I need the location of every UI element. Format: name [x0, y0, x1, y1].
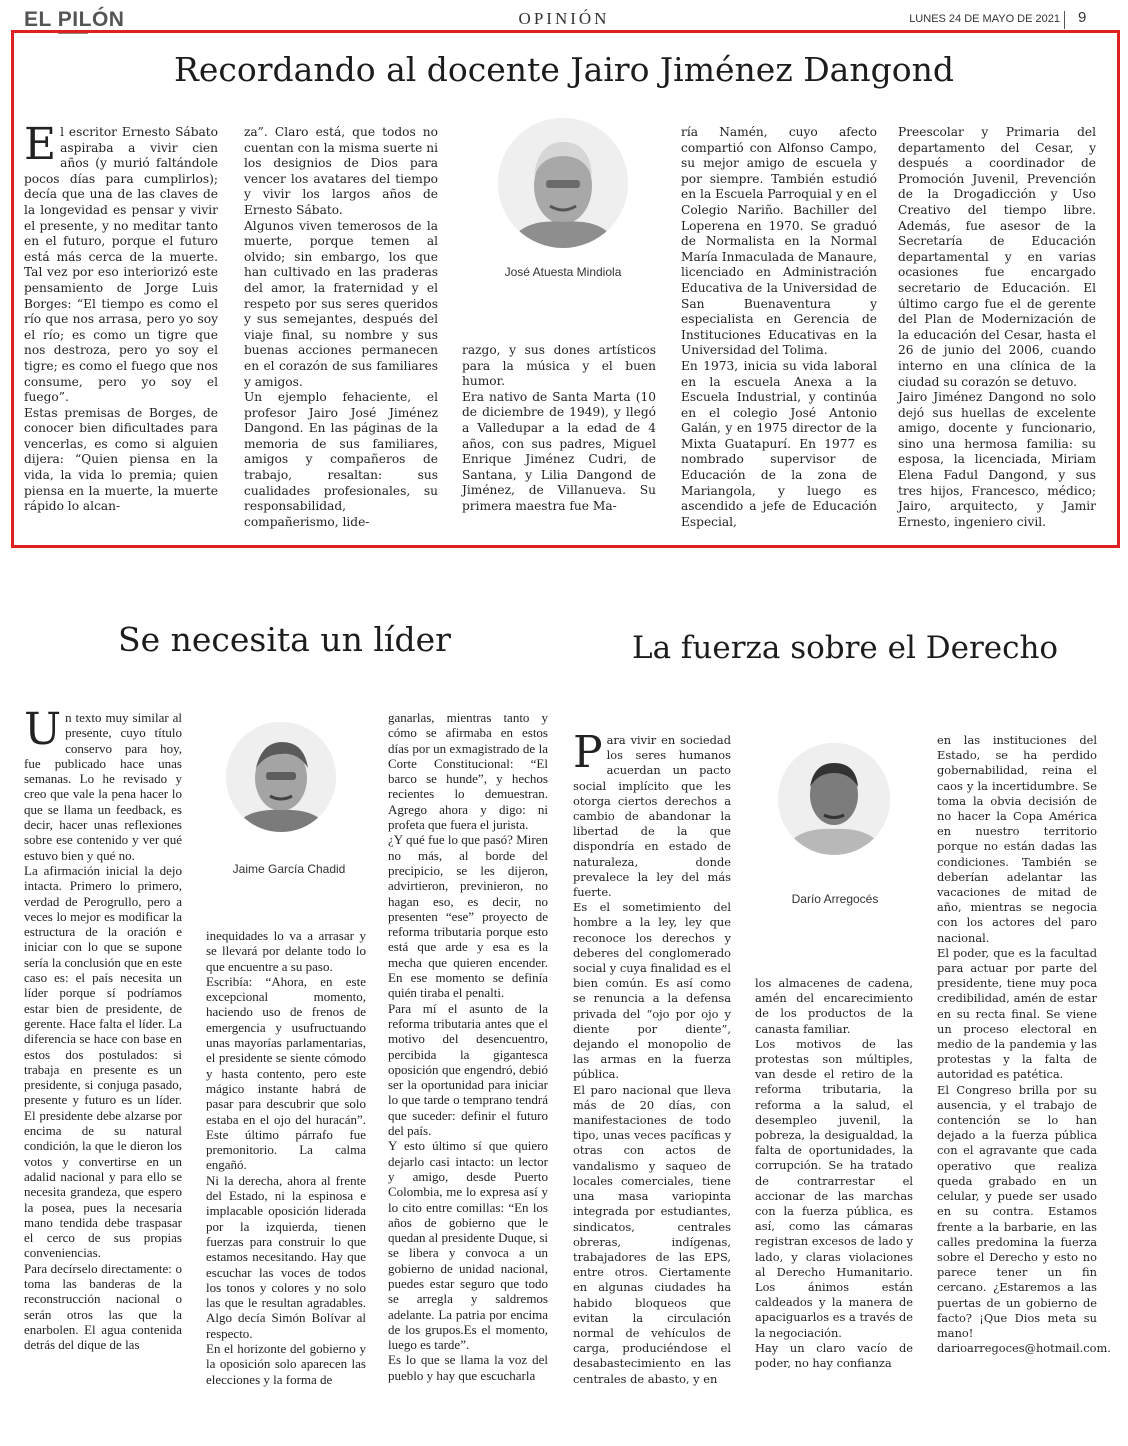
article1-paragraph: Era nativo de Santa Marta (10 de diciembre de 1949), y llegó a Valledupar a la edad de 4 años, con sus padres, Miguel Enrique Jiménez Cudri, de Santana, y Lilia Dangond de Jiménez, de Villanueva. Su primera maestra fue Ma- [462, 389, 656, 513]
article1-title: Recordando al docente Jairo Jiménez Dangond [174, 50, 954, 89]
author-photo [498, 118, 628, 248]
article3-paragraph: El poder, que es la facultad para actuar por parte del presidente, tiene muy poca credibilidad, amén de estar en su recta final. Se viene un proceso electoral en medio de la pandemia y las protestas y la falta de autoridad es patética. [937, 945, 1097, 1082]
page-number: 9 [1078, 9, 1087, 26]
article2-paragraph: n texto muy similar al presente, cuyo título conservo para hoy, fue publicado hace unas semanas. Lo he revisado y creo que vale la pena hacer lo que se llama un feedback, es decir, hacer unas reflexiones sobre ese contenido y ver qué estuvo bien y qué no. [24, 710, 182, 863]
article1-paragraph: za”. Claro está, que todos no cuentan con la misma suerte ni los designios de Dios para vencer los avatares del tiempo y vivir los largos años de Ernesto Sábato. [244, 125, 438, 217]
article2-paragraph: Para decírselo directamente: o toma las banderas de la reconstrucción nacional o serán otros las que la enarbolen. El agua contenida detrás del dique de las [24, 1260, 182, 1353]
article1-column-1 [24, 119, 218, 515]
portrait-image [778, 743, 890, 855]
article2-dropcap: U [24, 704, 62, 755]
header-separator [1064, 11, 1065, 29]
article1-dropcap: E [24, 119, 57, 170]
article2-column-2 [206, 928, 366, 1387]
article3-paragraph: El paro nacional que lleva más de 20 días, con manifestaciones de todo tipo, unas veces pacíficas y otras con actos de vandalismo y saqueo de locales comerciales, tiene una masa variopinta integrada por estudiantes, sindicatos, centrales obreras, indígenas, trabajadores de las EPS, entre otros. Ciertamente en algunas ciudades ha habido bloqueos que evitan la circulación normal de vehículos de carga, produciéndose el desabastecimiento en las centrales de abasto, y en [573, 1082, 731, 1386]
portrait-image [498, 118, 628, 248]
author-photo [778, 743, 890, 855]
article2-paragraph: inequidades lo va a arrasar y se llevará por delante todo lo que encuentre a su paso. [206, 928, 366, 974]
article1-paragraph: Jairo Jiménez Dangond no solo dejó sus huellas de excelente amigo, docente y funcionario, sino una hermosa familia: su esposa, la licenciada, Miriam Elena Fadul Dangond, y sus tres hijos, Francesco, médico; Jairo, arquitecto, y Jamir Ernesto, ingeniero civil. [898, 390, 1096, 529]
author-photo [226, 722, 336, 832]
article1-paragraph: Algunos viven temerosos de la muerte, porque temen al olvido; sin embargo, los que han cultivado en las praderas del amor, la fraternidad y el respeto por sus seres queridos y sus semejantes, después del viaje final, su nombre y sus buenas acciones permanecen en el corazón de sus familiares y amigos. [244, 218, 438, 389]
article3-paragraph: Hay un claro vacío de poder, no hay confianza [755, 1340, 913, 1371]
newspaper-logo: EL PILÓN [24, 8, 125, 31]
section-title: OPINIÓN [518, 9, 610, 28]
issue-date: LUNES 24 DE MAYO DE 2021 [909, 13, 1060, 25]
article2-paragraph: Para mí el asunto de la reforma tributaria antes que el motivo del desencuentro, percibida la gigantesca oposición que engendró, debió ser la oportunidad para iniciar lo que tarde o temprano tendrá que suceder: definir el futuro del país. [388, 1000, 548, 1139]
article2-column-1 [24, 704, 182, 1353]
article2-paragraph: ganarlas, mientras tanto y cómo se afirmaba en estos días por un exmagistrado de la Corte Constitucional: “El barco se hunde”, y hechos recientes lo demuestran. Agrego ahora y digo: ni profeta que fuera el jurista. [388, 710, 548, 833]
article2-paragraph: En el horizonte del gobierno y la oposición solo aparecen las elecciones y la forma de [206, 1341, 366, 1387]
portrait-image [226, 722, 336, 832]
article2-author: Jaime García Chadid [232, 862, 346, 876]
article3-column-2 [755, 976, 913, 1371]
article3-title: La fuerza sobre el Derecho [632, 630, 1059, 666]
article1-paragraph: En 1973, inicia su vida laboral en la escuela Anexa a la Escuela Industrial, y continúa en el colegio José Antonio Galán, y en 1975 director de la Mixta Guatapurí. En 1977 es nombrado supervisor de Educación de la zona de Mariangola, y luego es ascendido a jefe de Educación Especial, [681, 358, 877, 529]
article1-paragraph: Preescolar y Primaria del departamento del Cesar, y después a coordinador de Promoción Juvenil, Prevención de la Drogadicción y Uso Creativo del tiempo libre. Además, fue asesor de la Secretaría de Educación departamental y en varias ocasiones fue encargado secretario de Educación. El último cargo fue el de gerente del Plan de Modernización de la educación del Cesar, hasta el 26 de junio del 2006, cuando interno en una clínica de la ciudad su corazón se detuvo. [898, 125, 1096, 389]
article1-paragraph: l escritor Ernesto Sábato aspiraba a vivir cien años (y murió faltándole pocos días para cumplirlos); decía que una de las claves de la longevidad es pensar y vivir el presente, y no meditar tanto en el futuro, porque el futuro está más cerca de la muerte. Tal vez por eso interiorizó este pensamiento de Jorge Luis Borges: “El tiempo es como el río que nos arrasa, pero yo soy el río; es como un tigre que nos destroza, pero yo soy el tigre; es como el fuego que nos consume, pero yo soy el fuego”. [24, 125, 218, 405]
article1-column-4 [681, 125, 877, 530]
article3-author: Darío Arregocés [791, 892, 879, 906]
article2-title: Se necesita un líder [118, 620, 451, 659]
article2-paragraph: Escribía: “Ahora, en este excepcional momento, haciendo uso de frenos de emergencia y usufructuando unas mayorías parlamentarias, el presidente se siente cómodo y hasta contento, pero este mágico instante habrá de pasar para descubrir que solo estaba en el ojo del huracán”. Este último párrafo fue premonitorio. La calma engañó. [206, 973, 366, 1173]
article3-paragraph: El Congreso brilla por su ausencia, y el trabajo de contención se lo han dejado a la fuerza pública con el agravante que cada operativo que realiza queda grabado en un celular, y puede ser usado en su contra. Estamos frente a la barbarie, en las calles predomina la fuerza sobre el Derecho y esto no parece tener un fin cercano. ¿Estaremos a las puertas de un gobierno de facto? ¡Que Dios meta su mano! darioarregoces@hotmail.com. [937, 1082, 1111, 1356]
article3-paragraph: los almacenes de cadena, amén del encarecimiento de los productos de la canasta familiar. [755, 976, 913, 1036]
article3-dropcap: P [573, 727, 603, 778]
article2-column-3 [388, 710, 548, 1383]
article2-paragraph: La afirmación inicial la dejo intacta. Primero lo primero, verdad de Perogrullo, pero a veces lo mejor es modificar la estructura de la oración e iniciar con lo que se supone sería la conclusión que en este caso es: el país necesita un líder porque sí podríamos estar bien de presidente, de gerente. Hace falta el líder. La diferencia se hace con base en estos dos postulados: si trabaja en presente es un presidente, si conjuga pasado, presente y futuro es un líder. El presidente debe alzarse por encima de su natural condición, la que le dieron los votos y convertirse en un adalid nacional y para ello se necesita grandeza, que espero la posea, pues la necesaria mano tendida debe traspasar el cerco de sus propias conveniencias. [24, 862, 182, 1261]
article1-column-3 [462, 343, 656, 515]
article1-paragraph: Estas premisas de Borges, de conocer bien dificultades para vencerlas, es como si alguien dijera: “Quien piensa en la vida, la vida lo premia; quien piensa en la muerte, la muerte rápido lo alcan- [24, 405, 218, 514]
article3-paragraph: Los motivos de las protestas son múltiples, van desde el retiro de la reforma tributaria, la reforma a la salud, el desempleo juvenil, la pobreza, la desigualdad, la falta de oportunidades, la corrupción. Se ha tratado de contrarrestar el accionar de las marchas con la fuerza pública, es así, como las cámaras registran excesos de lado y lado, y claras violaciones al Derecho Humanitario. Los ánimos están caldeados y la manera de apaciguarlos es a través de la negociación. [755, 1036, 913, 1340]
article1-paragraph: ría Namén, cuyo afecto compartió con Alfonso Campo, su mejor amigo de escuela y por siempre. También estudió en la Escuela Parroquial y en el Colegio Nariño. Bachiller del Loperena en 1970. Se graduó de Normalista en la Normal María Inmaculada de Manaure, licenciado en Administración Educativa de la Universidad de San Buenaventura y especialista en Gerencia de Instituciones Educativas en la Universidad del Tolima. [681, 125, 877, 358]
article2-paragraph: Es lo que se llama la voz del pueblo y hay que escucharla [388, 1352, 548, 1383]
article1-author: José Atuesta Mindiola [504, 265, 622, 279]
article2-paragraph: Ni la derecha, ahora al frente del Estado, ni la espinosa e implacable oposición liderada por la izquierda, tienen fuerzas para construir lo que estamos necesitando. Hay que escuchar las voces de todos los tonos y colores y no solo las que le resultan agradables. Algo decía Simón Bolívar al respecto. [206, 1172, 366, 1341]
article3-column-3 [937, 733, 1111, 1356]
article3-paragraph: en las instituciones del Estado, se ha perdido gobernabilidad, reina el caos y la incertidumbre. Se toma la obvia decisión de no hacer la Copa América en nuestro territorio porque no están dadas las condiciones. También se deberían adelantar las vacaciones de mitad de año, mientras se negocia con los actores del paro nacional. [937, 733, 1097, 945]
article1-paragraph: Un ejemplo fehaciente, el profesor Jairo José Jiménez Dangond. En las páginas de la memoria de sus familiares, amigos y compañeros de trabajo, resaltan: sus cualidades profesionales, su responsabilidad, compañerismo, lide- [244, 390, 438, 529]
article1-column-5 [898, 125, 1096, 530]
article2-paragraph: ¿Y qué fue lo que pasó? Miren no más, al borde del precipicio, se les dijeron, advirtieron, previnieron, no hagan eso, es decir, no presenten “ese” proyecto de reforma tributaria porque esto está que arde y esa es la mecha que quieren encender. En ese momento se definía quién tiraba el penalti. [388, 832, 548, 1001]
page-header [0, 0, 1128, 30]
article3-column-1 [573, 727, 731, 1387]
article3-paragraph: ara vivir en sociedad los seres humanos acuerdan un pacto social implícito que les otorga ciertos derechos a cambio de abandonar la libertad de la que dispondría en estado de naturaleza, donde prevalece la ley del más fuerte. [573, 733, 731, 900]
article1-paragraph: razgo, y sus dones artísticos para la música y el buen humor. [462, 343, 656, 389]
article2-paragraph: Y esto último sí que quiero dejarlo casi intacto: un lector y amigo, desde Puerto Colombia, me lo expresa así y lo cito entre comillas: “En los años de gobierno que le quedan al presidente Duque, si se libera y convoca a un gobierno de unidad nacional, puedes estar seguro que todo se arregla y saldremos adelante. La patria por encima de los grupos.Es el momento, luego es tarde”. [388, 1138, 548, 1353]
article1-column-2 [244, 125, 438, 530]
article3-paragraph: Es el sometimiento del hombre a la ley, ley que reconoce los derechos y deberes del conglomerado social y cuya finalidad es el bien común. Es así como se renuncia a la defensa privada del “ojo por ojo y diente por diente”, dejando el monopolio de las armas en la fuerza pública. [573, 900, 731, 1082]
